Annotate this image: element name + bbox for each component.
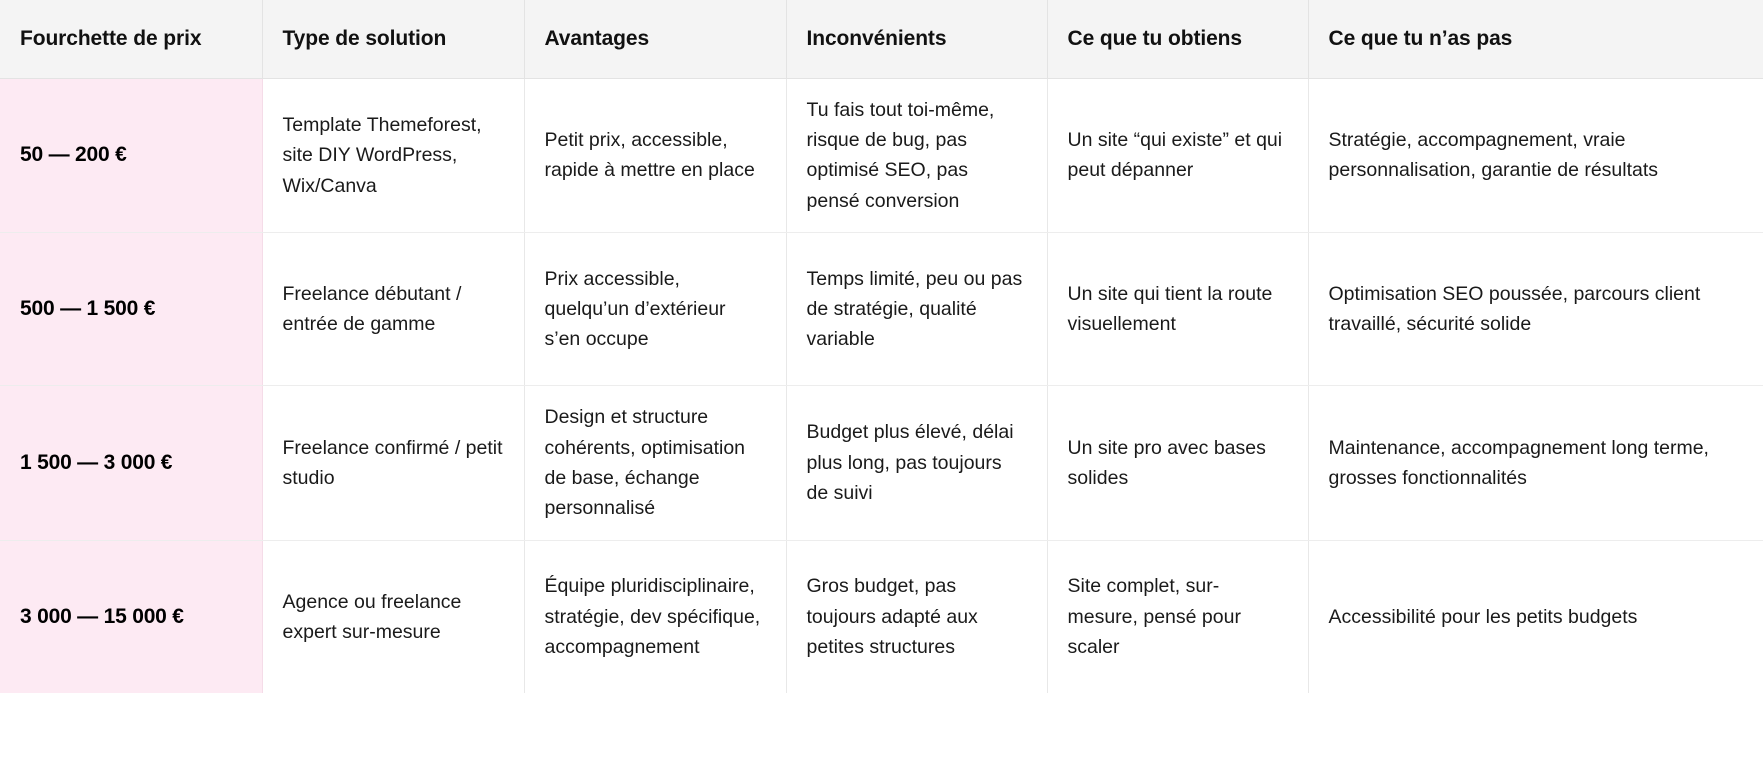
table-row <box>0 386 1763 541</box>
table-header <box>0 0 1763 78</box>
cell-pros: Équipe pluridisciplinaire, stratégie, dev spécifique, accompagnement <box>524 540 786 693</box>
cell-you-dont-get: Maintenance, accompagnement long terme, grosses fonctionnalités <box>1308 386 1763 541</box>
cell-cons: Tu fais tout toi-même, risque de bug, pas optimisé SEO, pas pensé conversion <box>786 78 1047 233</box>
column-header-cons: Inconvénients <box>786 0 1047 78</box>
cell-cons: Temps limité, peu ou pas de stratégie, qualité variable <box>786 233 1047 386</box>
cell-solution: Freelance confirmé / petit studio <box>262 386 524 541</box>
table-body <box>0 78 1763 693</box>
cell-cons: Budget plus élevé, délai plus long, pas toujours de suivi <box>786 386 1047 541</box>
cell-you-dont-get: Optimisation SEO poussée, parcours client travaillé, sécurité solide <box>1308 233 1763 386</box>
column-header-solution: Type de solution <box>262 0 524 78</box>
table-row <box>0 540 1763 693</box>
column-header-you-dont-get: Ce que tu n’as pas <box>1308 0 1763 78</box>
table-header-row <box>0 0 1763 78</box>
cell-solution: Freelance débutant / entrée de gamme <box>262 233 524 386</box>
table-row <box>0 233 1763 386</box>
cell-pros: Prix accessible, quelqu’un d’extérieur s’en occupe <box>524 233 786 386</box>
column-header-price: Fourchette de prix <box>0 0 262 78</box>
cell-you-get: Un site qui tient la route visuellement <box>1047 233 1308 386</box>
cell-you-dont-get: Stratégie, accompagnement, vraie personnalisation, garantie de résultats <box>1308 78 1763 233</box>
cell-solution: Agence ou freelance expert sur-mesure <box>262 540 524 693</box>
column-header-pros: Avantages <box>524 0 786 78</box>
cell-price: 1 500 — 3 000 € <box>0 386 262 541</box>
cell-you-get: Un site pro avec bases solides <box>1047 386 1308 541</box>
cell-price: 50 — 200 € <box>0 78 262 233</box>
cell-pros: Design et structure cohérents, optimisation de base, échange personnalisé <box>524 386 786 541</box>
cell-you-get: Un site “qui existe” et qui peut dépanner <box>1047 78 1308 233</box>
cell-cons: Gros budget, pas toujours adapté aux petites structures <box>786 540 1047 693</box>
cell-you-dont-get: Accessibilité pour les petits budgets <box>1308 540 1763 693</box>
cell-solution: Template Themeforest, site DIY WordPress, Wix/Canva <box>262 78 524 233</box>
cell-price: 3 000 — 15 000 € <box>0 540 262 693</box>
cell-you-get: Site complet, sur-mesure, pensé pour scaler <box>1047 540 1308 693</box>
column-header-you-get: Ce que tu obtiens <box>1047 0 1308 78</box>
cell-pros: Petit prix, accessible, rapide à mettre en place <box>524 78 786 233</box>
cell-price: 500 — 1 500 € <box>0 233 262 386</box>
table-row <box>0 78 1763 233</box>
